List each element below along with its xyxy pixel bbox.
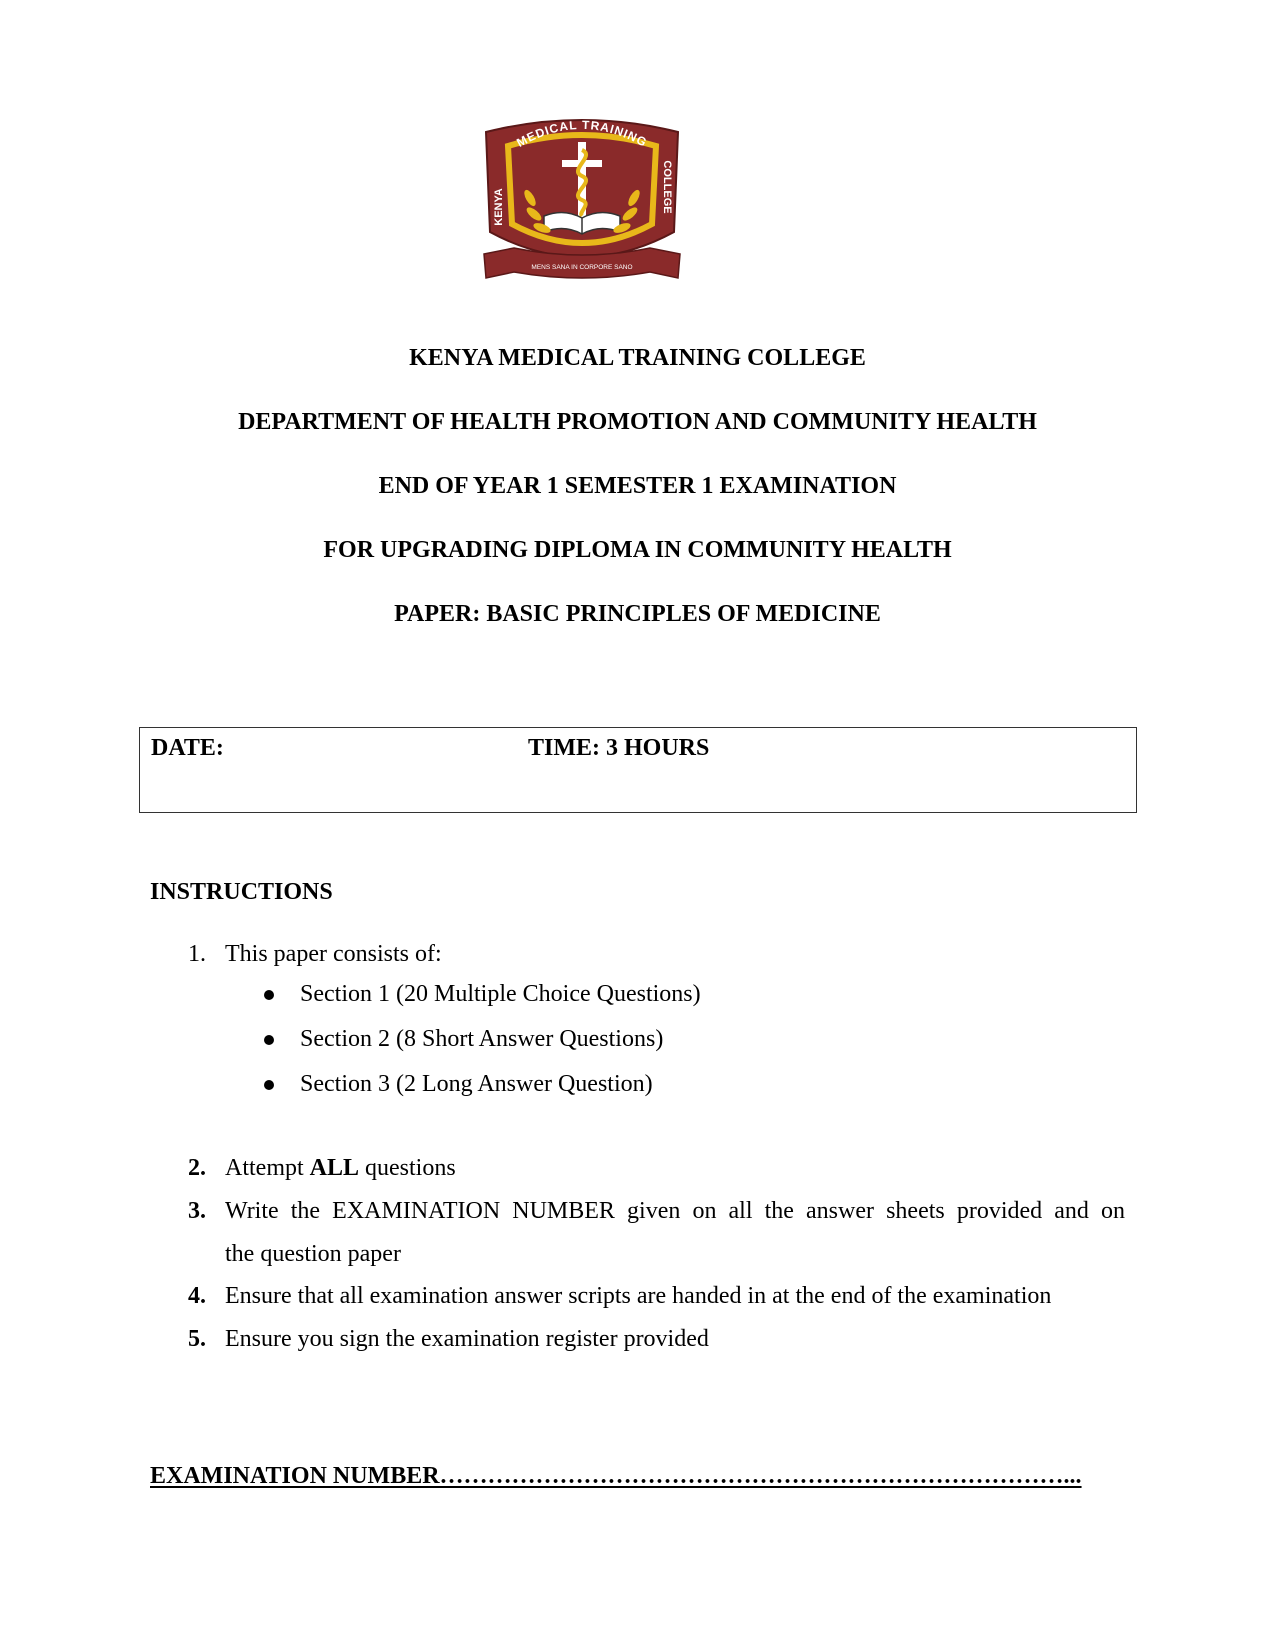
- paper-title: PAPER: BASIC PRINCIPLES OF MEDICINE: [394, 601, 881, 627]
- instruction-text-2-after: questions: [359, 1155, 456, 1181]
- college-crest-logo: [478, 112, 686, 284]
- section-3-item: Section 3 (2 Long Answer Question): [300, 1071, 653, 1097]
- instruction-text-2-before: Attempt: [225, 1155, 310, 1181]
- instruction-number-1: 1.: [188, 941, 206, 967]
- instruction-text-4: Ensure that all examination answer scripts are handed in at the end of the examination: [225, 1283, 1052, 1309]
- crest-motto-text: MENS SANA IN CORPORE SANO: [531, 264, 633, 271]
- instruction-text-1: This paper consists of:: [225, 941, 442, 967]
- instruction-text-5: Ensure you sign the examination register provided: [225, 1326, 709, 1352]
- examination-number-field[interactable]: EXAMINATION NUMBER……………………………………………………………………...: [150, 1463, 1082, 1489]
- crest-left-text: KENYA: [493, 188, 505, 226]
- crest-right-text: COLLEGE: [661, 160, 673, 214]
- section-2-item: Section 2 (8 Short Answer Questions): [300, 1026, 664, 1052]
- instruction-number-2: 2.: [188, 1155, 206, 1181]
- instruction-text-3-line1: Write the EXAMINATION NUMBER given on all the answer sheets provided and on: [225, 1198, 1125, 1224]
- exam-title: END OF YEAR 1 SEMESTER 1 EXAMINATION: [378, 473, 897, 499]
- time-label: TIME: 3 HOURS: [528, 735, 710, 761]
- crest-top-text: MEDICAL TRAINING: [514, 117, 650, 150]
- institution-title: KENYA MEDICAL TRAINING COLLEGE: [409, 345, 866, 371]
- instruction-text-3-line2: the question paper: [225, 1241, 401, 1267]
- instruction-number-4: 4.: [188, 1283, 206, 1309]
- instruction-number-5: 5.: [188, 1326, 206, 1352]
- date-label: DATE:: [151, 735, 224, 761]
- department-title: DEPARTMENT OF HEALTH PROMOTION AND COMMUNITY HEALTH: [238, 409, 1037, 435]
- bullet-icon: [264, 990, 274, 1000]
- instruction-text-2-bold: ALL: [309, 1155, 360, 1181]
- section-1-item: Section 1 (20 Multiple Choice Questions): [300, 981, 701, 1007]
- instructions-title: INSTRUCTIONS: [150, 879, 333, 905]
- instruction-number-3: 3.: [188, 1198, 206, 1224]
- instruction-text-2: [225, 1154, 456, 1182]
- bullet-icon: [264, 1080, 274, 1090]
- program-title: FOR UPGRADING DIPLOMA IN COMMUNITY HEALTH: [323, 537, 952, 563]
- bullet-icon: [264, 1035, 274, 1045]
- date-time-box: [139, 727, 1137, 813]
